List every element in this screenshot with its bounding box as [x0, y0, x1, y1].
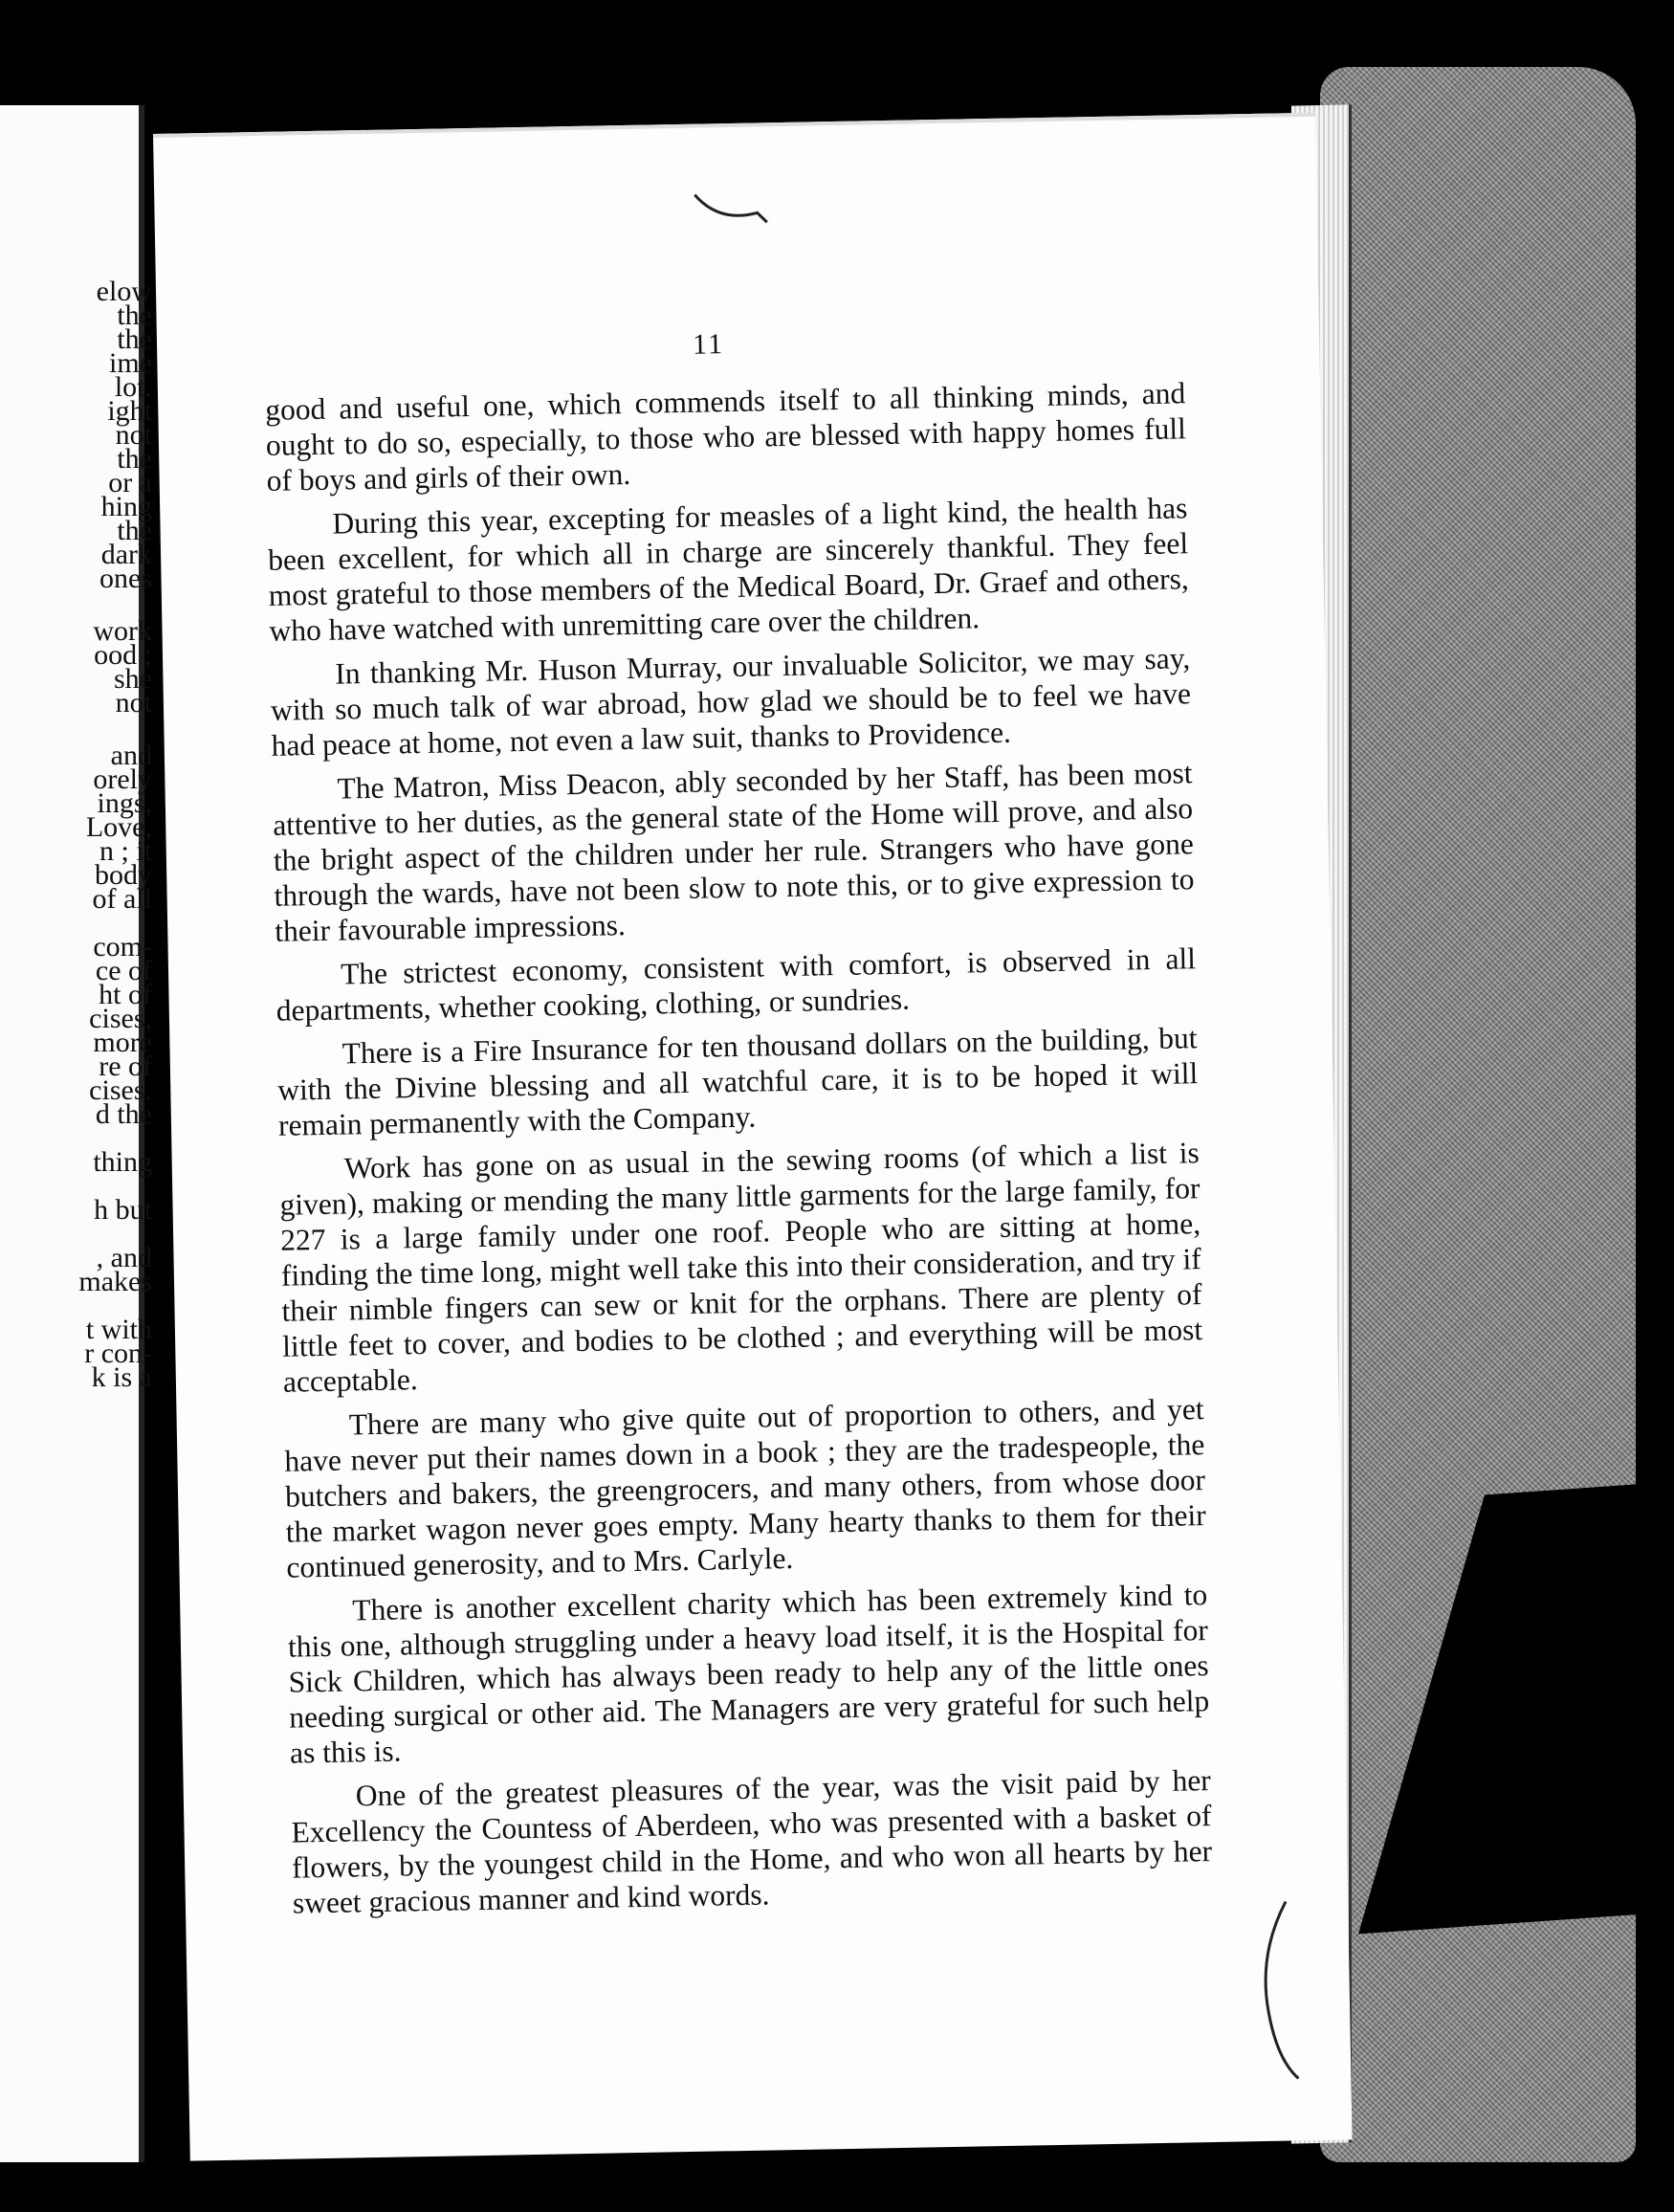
left-page-fragment: work — [93, 615, 152, 647]
left-page-fragment: not — [115, 687, 152, 719]
left-page-fragment: more — [93, 1027, 152, 1058]
left-page-fragment: elow — [96, 276, 152, 307]
left-page-fragment: or a — [108, 467, 152, 498]
paragraph: The Matron, Miss Deacon, ably seconded by her Staff, has been most attentive to her duties, as the general state of the Home will prove, and also the bright aspect of the children under her rule. Strangers who have gone through the wards, have not been slow to note this, or to give expression to their favourable impressions. — [272, 756, 1195, 948]
left-page-fragment: re of — [99, 1051, 152, 1082]
left-page-fragment: lot. — [114, 371, 152, 403]
left-page-fragment: t with — [85, 1314, 152, 1345]
left-page-fragment: the — [117, 515, 152, 546]
left-page-fragment: d the — [95, 1098, 152, 1130]
left-page-fragment: hing — [100, 491, 152, 522]
left-page-fragment: ight — [107, 395, 152, 427]
left-page-fragment: the — [117, 443, 152, 475]
page-number: 11 — [692, 328, 725, 361]
paragraph: There are many who give quite out of proportion to others, and yet have never put their names down in a book ; they are the tradespeople, the butchers and bakers, the greengrocers, and many others, from whose door the market wagon never goes empty. Many hearty thanks to them for their continued generosity, and to Mrs. Carlyle. — [284, 1392, 1206, 1584]
left-page-fragment: not — [115, 419, 152, 451]
left-page-fragment: orely — [93, 763, 152, 795]
left-page-fragment: r con- — [84, 1338, 152, 1369]
left-page-fragment: com- — [93, 931, 152, 962]
main-page — [153, 113, 1353, 2161]
margin-curve-mark — [1247, 1896, 1309, 2089]
left-page-fragment: , and — [96, 1242, 152, 1273]
left-page-fragment: body — [95, 859, 152, 891]
left-page — [0, 105, 152, 2162]
left-page-fragment: cises, — [89, 1003, 152, 1034]
left-page-fragment: n ; it — [99, 835, 152, 867]
paragraph: There is another excellent charity which has been extremely kind to this one, although struggling under a heavy load itself, it is the Hospital for Sick Children, which has always been ready to help any of the little ones needing surgical or other aid. The Managers are very grateful for such help as this is. — [287, 1578, 1210, 1770]
paragraph: There is a Fire Insurance for ten thousand dollars on the building, but with the Divine blessing and all watchful care, it is to be hoped it will remain permanently with the Company. — [277, 1021, 1199, 1142]
left-page-fragment: ings, — [97, 787, 152, 819]
left-page-fragment: of all — [92, 883, 152, 915]
left-page-fragment: and — [110, 740, 152, 771]
left-page-fragment: h but — [94, 1194, 152, 1226]
left-page-fragment: k is a — [91, 1361, 152, 1393]
paragraph: During this year, excepting for measles of a light kind, the health has been excellent, for which all in charge are sincerely thankful. They feel most grateful to those members of the Medical Board, Dr. Graef and others, who have watched with unremitting care over the children. — [267, 491, 1190, 648]
paragraph: The strictest economy, consistent with comfort, is observed in all departments, whether cooking, clothing, or sundries. — [275, 941, 1197, 1028]
paragraph: Work has gone on as usual in the sewing rooms (of which a list is given), making or mending the many little garments for the large family, for 227 is a large family under one roof. People who are sitting at home, finding the time long, might well take this into their consideration, and try if their nimble fingers can sew or knit for the orphans. There are plenty of little feet to cover, and bodies to be clothed ; and everything will be most acceptable. — [279, 1136, 1203, 1399]
left-page-fragment: ce of — [95, 955, 152, 986]
left-page-fragment: thing — [93, 1146, 152, 1178]
left-page-fragment: makes — [78, 1266, 152, 1297]
left-page-fragment: the — [117, 299, 152, 331]
left-page-fragment: she — [114, 663, 152, 695]
paragraph: good and useful one, which commends itself to all thinking minds, and ought to do so, especially, to those who are blessed with happy homes full of boys and girls of their own. — [264, 376, 1187, 498]
paragraph: One of the greatest pleasures of the year, was the visit paid by her Excellency the Countess of Aberdeen, who was presented with a basket of flowers, by the youngest child in the Home, and who won all hearts by her sweet gracious manner and kind words. — [291, 1763, 1213, 1920]
left-page-fragment: ood ; — [94, 639, 152, 671]
paragraph: In thanking Mr. Huson Murray, our invaluable Solicitor, we may say, with so much talk of war abroad, how glad we should be to feel we have had peace at home, not even a law suit, thanks to Providence. — [270, 641, 1192, 763]
left-page-fragment: ime — [109, 347, 152, 379]
left-page-fragment: cises. — [89, 1074, 152, 1106]
left-page-fragment: ht of — [99, 979, 152, 1010]
left-page-fragment: dark — [100, 539, 152, 570]
left-page-fragment: the — [117, 323, 152, 355]
pencil-mark — [690, 184, 777, 243]
body-text — [265, 375, 1213, 1929]
left-page-fragment: ones — [99, 563, 152, 594]
left-page-fragment: Love, — [85, 811, 152, 843]
